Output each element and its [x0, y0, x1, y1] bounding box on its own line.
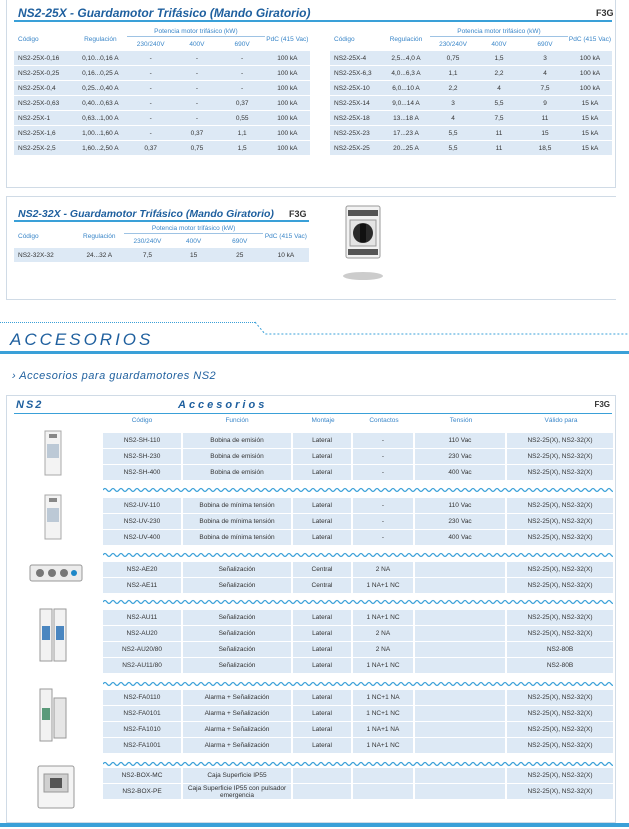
cell: -	[174, 96, 219, 111]
cell: -	[353, 433, 413, 449]
wave-separator	[103, 551, 613, 559]
cell: 100 kA	[568, 66, 612, 81]
table-row	[330, 141, 612, 156]
cell: NS2-25(X), NS2-32(X)	[507, 498, 613, 514]
cell: Lateral	[293, 530, 351, 546]
col-pdc-r: PdC (415 Vac)	[568, 35, 612, 43]
cell: NS2-UV-110	[103, 498, 181, 514]
cell: 7,5	[124, 248, 170, 263]
table-row	[103, 465, 613, 481]
cell: Caja Superficie IP55	[183, 768, 291, 784]
cell: NS2-25X-0,16	[14, 51, 74, 66]
cell: 13...18 A	[382, 111, 430, 126]
cell: -	[353, 530, 413, 546]
cell: NS2-FA1010	[103, 722, 181, 738]
ns2-25x-tag: F3G	[596, 8, 614, 18]
col-690v-32: 690V	[232, 237, 248, 245]
accesorios-subtitle: › Accesorios para guardamotores NS2	[12, 370, 217, 382]
cell: Lateral	[293, 514, 351, 530]
cell: 110 Vac	[415, 433, 505, 449]
cell: 15 kA	[568, 141, 612, 156]
cell: 5,5	[476, 96, 522, 111]
cell	[415, 562, 505, 578]
cell: NS2-25(X), NS2-32(X)	[507, 562, 613, 578]
accessory-group-table	[103, 768, 613, 800]
col-690v-r: 690V	[537, 40, 553, 48]
cell: 230 Vac	[415, 449, 505, 465]
cell: NS2-BOX-PE	[103, 784, 181, 800]
cell: 0,10...0,16 A	[74, 51, 127, 66]
cell: 100 kA	[568, 51, 612, 66]
cell: 1 NC+1 NA	[353, 690, 413, 706]
cell: 2 NA	[353, 642, 413, 658]
cell: NS2-AU20	[103, 626, 181, 642]
cell: 10 kA	[263, 248, 309, 263]
cell: NS2-25(X), NS2-32(X)	[507, 530, 613, 546]
cell: NS2-25X-0,25	[14, 66, 74, 81]
wave-separator	[103, 680, 613, 688]
cell: Lateral	[293, 433, 351, 449]
accessory-group-table	[103, 610, 613, 674]
cell: 0,37	[220, 96, 265, 111]
col-690v: 690V	[234, 40, 250, 48]
cell: NS2-SH-230	[103, 449, 181, 465]
cell: -	[174, 81, 219, 96]
undervoltage-coil-image	[38, 494, 68, 540]
col-400v-32: 400V	[186, 237, 202, 245]
ns2-32x-underline	[14, 220, 309, 222]
cell: 100 kA	[265, 126, 310, 141]
table-row	[14, 81, 310, 96]
cell: 0,37	[127, 141, 174, 156]
cell: 1,5	[220, 141, 265, 156]
cell: Lateral	[293, 610, 351, 626]
cell: 0,16...0,25 A	[74, 66, 127, 81]
cell: Bobina de emisión	[183, 433, 291, 449]
cell: -	[220, 81, 265, 96]
accessory-group-table	[103, 562, 613, 594]
cell: NS2-25(X), NS2-32(X)	[507, 433, 613, 449]
cell	[415, 642, 505, 658]
cell: 17...23 A	[382, 126, 430, 141]
ns2-32x-table	[14, 224, 309, 263]
cell: 100 kA	[265, 51, 310, 66]
col-potencia: Potencia motor trifásico (kW)	[127, 27, 265, 37]
accesorios-head-left: NS2	[16, 399, 44, 411]
col-valido-acc: Válido para	[544, 417, 578, 424]
table-row	[103, 562, 613, 578]
cell: NS2-FA0110	[103, 690, 181, 706]
cell: -	[127, 96, 174, 111]
col-codigo-32: Código	[18, 232, 39, 240]
cell: Alarma + Señalización	[183, 722, 291, 738]
shunt-trip-image	[38, 430, 68, 476]
col-tension-acc: Tensión	[449, 417, 473, 424]
cell: Alarma + Señalización	[183, 690, 291, 706]
cell: 9	[522, 96, 568, 111]
table-row	[330, 51, 612, 66]
cell: NS2-25(X), NS2-32(X)	[507, 610, 613, 626]
cell: 2,2	[430, 81, 476, 96]
cell: 4,0...6,3 A	[382, 66, 430, 81]
cell: NS2-25X-1,6	[14, 126, 74, 141]
table-row	[330, 66, 612, 81]
cell: -	[353, 449, 413, 465]
cell: NS2-25X-18	[330, 111, 382, 126]
cell: 1,00...1,60 A	[74, 126, 127, 141]
table-row	[103, 690, 613, 706]
cell: 2 NA	[353, 626, 413, 642]
cell: -	[127, 81, 174, 96]
cell	[415, 768, 505, 784]
cell: Lateral	[293, 626, 351, 642]
col-regulacion-32: Regulación	[83, 232, 116, 240]
col-230v-32: 230/240V	[133, 237, 162, 245]
table-row	[103, 610, 613, 626]
ns2-25x-right-table	[330, 27, 612, 156]
cell: Señalización	[183, 658, 291, 674]
cell: NS2-AU11	[103, 610, 181, 626]
cell: 15 kA	[568, 126, 612, 141]
cell: 1 NA+1 NC	[353, 738, 413, 754]
cell: NS2-25(X), NS2-32(X)	[507, 465, 613, 481]
cell: 400 Vac	[415, 530, 505, 546]
table-row	[103, 433, 613, 449]
cell: Señalización	[183, 562, 291, 578]
accesorios-underline	[14, 413, 612, 414]
auxiliary-contact-lateral-image	[36, 608, 70, 662]
cell: Señalización	[183, 642, 291, 658]
cell: 3	[522, 51, 568, 66]
table-row	[330, 126, 612, 141]
table-row	[14, 248, 309, 263]
cell: 2,2	[476, 66, 522, 81]
cell: NS2-80B	[507, 642, 613, 658]
cell: 24...32 A	[74, 248, 124, 263]
col-230v-r: 230/240V	[439, 40, 467, 48]
cell: 11	[522, 111, 568, 126]
ns2-25x-underline	[14, 20, 612, 22]
cell: Central	[293, 578, 351, 594]
col-contactos-acc: Contactos	[369, 417, 399, 424]
cell: NS2-25(X), NS2-32(X)	[507, 449, 613, 465]
table-row	[103, 530, 613, 546]
cell: Bobina de mínima tensión	[183, 530, 291, 546]
cell: NS2-SH-400	[103, 465, 181, 481]
col-potencia-r: Potencia motor trifásico (kW)	[430, 27, 568, 37]
ns2-25x-left-table	[14, 27, 310, 156]
cell: 5,5	[430, 141, 476, 156]
cell: -	[220, 51, 265, 66]
cell: 1 NA+1 NC	[353, 578, 413, 594]
cell: 110 Vac	[415, 498, 505, 514]
wave-separator	[103, 486, 613, 494]
cell: Lateral	[293, 498, 351, 514]
cell: Señalización	[183, 610, 291, 626]
cell: Lateral	[293, 722, 351, 738]
cell: -	[353, 465, 413, 481]
table-row	[103, 498, 613, 514]
table-row	[14, 66, 310, 81]
cell: 3	[430, 96, 476, 111]
cell	[415, 610, 505, 626]
cell: 5,5	[430, 126, 476, 141]
cell: NS2-AE11	[103, 578, 181, 594]
cell: NS2-AE20	[103, 562, 181, 578]
cell: 15 kA	[568, 111, 612, 126]
cell: 0,55	[220, 111, 265, 126]
cell: 6,0...10 A	[382, 81, 430, 96]
accesorios-header	[8, 397, 616, 413]
cell: 100 kA	[265, 81, 310, 96]
cell	[415, 578, 505, 594]
cell: 1 NC+1 NC	[353, 706, 413, 722]
cell: 0,25...0,40 A	[74, 81, 127, 96]
cell: Alarma + Señalización	[183, 738, 291, 754]
cell: NS2-FA1001	[103, 738, 181, 754]
cell: Señalización	[183, 578, 291, 594]
auxiliary-contact-front-image	[28, 562, 84, 584]
cell: 2,5...4,0 A	[382, 51, 430, 66]
table-row	[103, 449, 613, 465]
cell	[293, 768, 351, 784]
cell: NS2-UV-400	[103, 530, 181, 546]
cell: 100 kA	[265, 111, 310, 126]
cell	[353, 768, 413, 784]
col-potencia-32: Potencia motor trifásico (kW)	[124, 224, 262, 234]
cell: NS2-25(X), NS2-32(X)	[507, 514, 613, 530]
col-230v: 230/240V	[136, 40, 165, 48]
cell: NS2-25X-0,63	[14, 96, 74, 111]
cell: 400 Vac	[415, 465, 505, 481]
table-row	[14, 96, 310, 111]
cell: NS2-25X-14	[330, 96, 382, 111]
cell: NS2-AU11/80	[103, 658, 181, 674]
table-row	[103, 706, 613, 722]
cell: 15 kA	[568, 96, 612, 111]
cell: Alarma + Señalización	[183, 706, 291, 722]
table-row	[330, 96, 612, 111]
cell	[415, 722, 505, 738]
cell: 4	[522, 66, 568, 81]
cell: -	[127, 126, 174, 141]
ns2-32x-tag: F3G	[289, 209, 307, 219]
col-400v-r: 400V	[491, 40, 507, 48]
cell: Lateral	[293, 690, 351, 706]
cell: 25	[217, 248, 263, 263]
cell: Bobina de emisión	[183, 465, 291, 481]
cell: NS2-25(X), NS2-32(X)	[507, 738, 613, 754]
cell: 0,40...0,63 A	[74, 96, 127, 111]
motor-breaker-image	[338, 202, 388, 282]
cell: NS2-25(X), NS2-32(X)	[507, 578, 613, 594]
cell: Lateral	[293, 465, 351, 481]
cell: 0,75	[174, 141, 219, 156]
table-row	[14, 51, 310, 66]
cell: 1 NA+1 NC	[353, 610, 413, 626]
cell: NS2-25(X), NS2-32(X)	[507, 706, 613, 722]
cell: 1,60...2,50 A	[74, 141, 127, 156]
cell	[415, 690, 505, 706]
ns2-25x-title: NS2-25X - Guardamotor Trifásico (Mando Giratorio)	[18, 6, 311, 20]
table-row	[14, 141, 310, 156]
col-codigo: Código	[18, 35, 39, 43]
cell: 4	[430, 111, 476, 126]
col-codigo-r: Código	[334, 35, 355, 43]
cell: NS2-25X-6,3	[330, 66, 382, 81]
cell: NS2-25X-1	[14, 111, 74, 126]
cell	[415, 738, 505, 754]
cell: Caja Superficie IP55 con pulsador emergencia	[183, 784, 291, 800]
cell: NS2-25(X), NS2-32(X)	[507, 784, 613, 800]
cell: -	[127, 66, 174, 81]
table-row	[103, 642, 613, 658]
cell: 11	[476, 141, 522, 156]
table-row	[103, 722, 613, 738]
cell: 100 kA	[265, 66, 310, 81]
cell: -	[220, 66, 265, 81]
cell: Lateral	[293, 449, 351, 465]
cell: -	[174, 111, 219, 126]
table-row	[103, 514, 613, 530]
cell: Lateral	[293, 738, 351, 754]
cell: 1 NA+1 NC	[353, 658, 413, 674]
cell: 18,5	[522, 141, 568, 156]
accesorios-title: ACCESORIOS	[10, 330, 154, 349]
col-montaje-acc: Montaje	[311, 417, 335, 424]
cell	[415, 658, 505, 674]
col-pdc: PdC (415 Vac)	[266, 35, 309, 43]
accessory-group-table	[103, 690, 613, 754]
col-400v: 400V	[189, 40, 205, 48]
enclosure-box-image	[36, 764, 76, 810]
cell: 100 kA	[568, 81, 612, 96]
table-row	[103, 784, 613, 800]
col-regulacion-r: Regulación	[389, 35, 423, 43]
col-funcion-acc: Función	[225, 417, 249, 424]
col-pdc-32: PdC (415 Vac)	[264, 232, 307, 240]
wave-separator	[103, 760, 613, 768]
cell: 1,5	[476, 51, 522, 66]
cell: Lateral	[293, 642, 351, 658]
table-row	[14, 111, 310, 126]
cell	[415, 784, 505, 800]
alarm-contact-image	[36, 688, 70, 742]
accessory-group-table	[103, 433, 613, 481]
cell: 15	[171, 248, 217, 263]
cell: NS2-25X-25	[330, 141, 382, 156]
cell: NS2-AU20/80	[103, 642, 181, 658]
cell: NS2-BOX-MC	[103, 768, 181, 784]
table-row	[14, 126, 310, 141]
table-row	[103, 626, 613, 642]
cell: 7,5	[522, 81, 568, 96]
cell: Bobina de mínima tensión	[183, 514, 291, 530]
cell: NS2-25(X), NS2-32(X)	[507, 722, 613, 738]
cell: NS2-25(X), NS2-32(X)	[507, 768, 613, 784]
cell: 20...25 A	[382, 141, 430, 156]
cell: 7,5	[476, 111, 522, 126]
cell	[293, 784, 351, 800]
cell: NS2-SH-110	[103, 433, 181, 449]
cell: 0,63...1,00 A	[74, 111, 127, 126]
cell: NS2-25X-4	[330, 51, 382, 66]
cell: NS2-80B	[507, 658, 613, 674]
cell: 11	[476, 126, 522, 141]
cell: Lateral	[293, 706, 351, 722]
cell: 1,1	[220, 126, 265, 141]
cell: -	[353, 498, 413, 514]
wave-separator	[103, 598, 613, 606]
cell: NS2-25X-0,4	[14, 81, 74, 96]
table-row	[330, 81, 612, 96]
cell: -	[127, 51, 174, 66]
table-row	[103, 658, 613, 674]
bottom-band	[0, 823, 629, 829]
cell: NS2-25X-2,5	[14, 141, 74, 156]
cell: 100 kA	[265, 96, 310, 111]
cell: Lateral	[293, 658, 351, 674]
table-row	[103, 768, 613, 784]
cell: NS2-25X-10	[330, 81, 382, 96]
cell: 1 NA+1 NA	[353, 722, 413, 738]
cell: -	[174, 51, 219, 66]
cell	[415, 626, 505, 642]
accesorios-tag: F3G	[594, 400, 610, 409]
accessory-group-table	[103, 498, 613, 546]
cell: 9,0...14 A	[382, 96, 430, 111]
cell: NS2-UV-230	[103, 514, 181, 530]
cell: -	[174, 66, 219, 81]
cell: NS2-25(X), NS2-32(X)	[507, 626, 613, 642]
cell: NS2-32X-32	[14, 248, 74, 263]
cell: Señalización	[183, 626, 291, 642]
cell: Bobina de emisión	[183, 449, 291, 465]
ns2-32x-title: NS2-32X - Guardamotor Trifásico (Mando Giratorio)	[18, 208, 274, 220]
cell: NS2-25X-23	[330, 126, 382, 141]
cell	[353, 784, 413, 800]
cell: -	[353, 514, 413, 530]
col-regulacion: Regulación	[84, 35, 117, 43]
cell: 1,1	[430, 66, 476, 81]
cell: 0,37	[174, 126, 219, 141]
col-codigo-acc: Código	[131, 417, 153, 424]
table-row	[103, 738, 613, 754]
cell: 0,75	[430, 51, 476, 66]
cell: 4	[476, 81, 522, 96]
table-row	[330, 111, 612, 126]
cell	[415, 706, 505, 722]
cell: 2 NA	[353, 562, 413, 578]
cell: NS2-25(X), NS2-32(X)	[507, 690, 613, 706]
cell: -	[127, 111, 174, 126]
accesorios-head-mid: Accesorios	[178, 399, 268, 411]
cell: Central	[293, 562, 351, 578]
cell: 230 Vac	[415, 514, 505, 530]
cell: 100 kA	[265, 141, 310, 156]
cell: Bobina de mínima tensión	[183, 498, 291, 514]
table-row	[103, 578, 613, 594]
cell: 15	[522, 126, 568, 141]
cell: NS2-FA0101	[103, 706, 181, 722]
